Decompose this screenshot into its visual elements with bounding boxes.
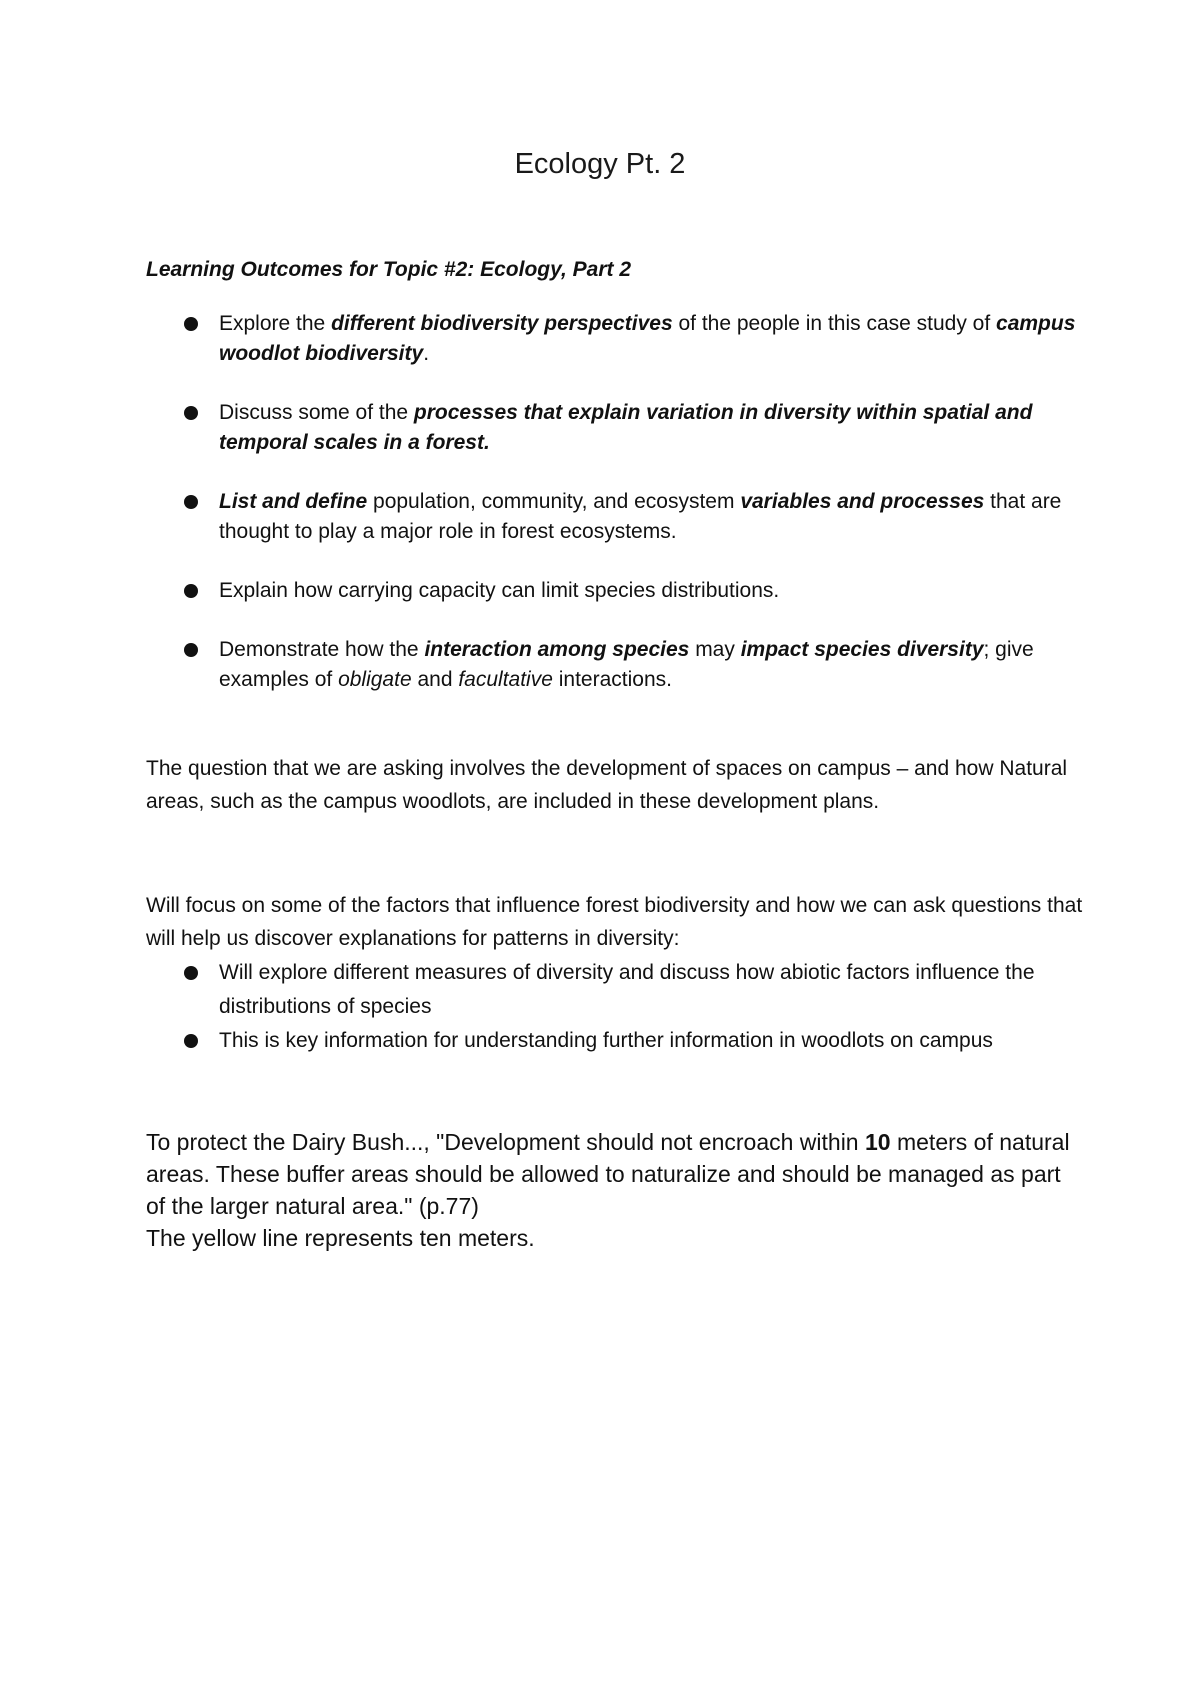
- focus-paragraph: Will focus on some of the factors that influence forest biodiversity and how we can ask questions that will help us discover explanations for patterns in diversity:: [146, 894, 1083, 950]
- question-paragraph: The question that we are asking involves the development of spaces on campus – and how Natural areas, such as the campus woodlots, are included in these development plans.: [146, 757, 1068, 813]
- list-item: Discuss some of the processes that explain variation in diversity within spatial and temporal scales in a forest.: [146, 398, 1086, 458]
- bullet-icon: [184, 406, 198, 420]
- bullet-icon: [184, 966, 198, 980]
- dairy-bush-quote: To protect the Dairy Bush..., "Development should not encroach within 10 meters of natural areas. These buffer areas should be allowed to naturalize and should be managed as part of the larger natural area." (p.77) The yellow line represents ten meters.: [146, 1129, 1070, 1251]
- yellow-line-note: The yellow line represents ten meters.: [146, 1225, 535, 1251]
- learning-outcomes-heading: Learning Outcomes for Topic #2: Ecology, Part 2: [146, 258, 632, 281]
- list-item: List and define population, community, and ecosystem variables and processes that are thought to play a major role in forest ecosystems.: [146, 487, 1086, 547]
- bullet-icon: [184, 584, 198, 598]
- bullet-icon: [184, 495, 198, 509]
- list-item: Will explore different measures of diversity and discuss how abiotic factors influence the distributions of species: [146, 956, 1086, 1024]
- bullet-icon: [184, 1034, 198, 1048]
- list-item: Explain how carrying capacity can limit species distributions.: [146, 576, 1086, 606]
- bullet-icon: [184, 317, 198, 331]
- focus-list: [146, 956, 1086, 1058]
- list-item: Explore the different biodiversity perspectives of the people in this case study of campus woodlot biodiversity.: [146, 309, 1086, 369]
- list-item: This is key information for understanding further information in woodlots on campus: [146, 1024, 1086, 1058]
- page-title: Ecology Pt. 2: [514, 148, 686, 180]
- learning-outcomes-list: [146, 309, 1086, 724]
- bullet-icon: [184, 643, 198, 657]
- list-item: Demonstrate how the interaction among species may impact species diversity; give examples of obligate and facultative interactions.: [146, 635, 1086, 695]
